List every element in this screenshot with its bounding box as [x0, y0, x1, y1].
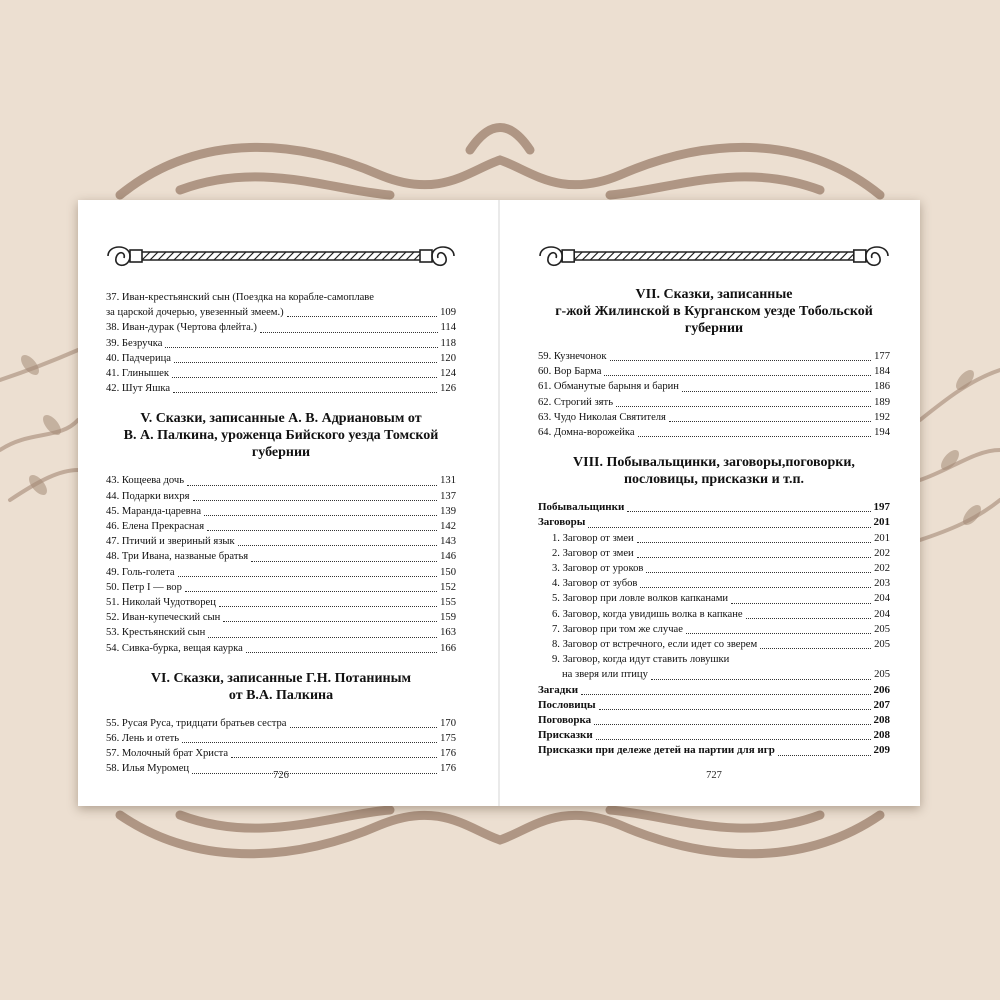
- rope-ornament-icon: [538, 240, 890, 272]
- toc-entry-title: 39. Безручка: [106, 337, 163, 349]
- toc-entry-title: 56. Лень и отеть: [106, 733, 180, 745]
- right-page: [538, 200, 890, 806]
- toc-entry-title: 46. Елена Прекрасная: [106, 521, 205, 533]
- toc-page-number: 126: [440, 383, 456, 395]
- heading-line: В. А. Палкина, уроженца Бийского уезда Томской: [123, 428, 439, 444]
- toc-entry-title: 57. Молочный брат Христа: [106, 748, 229, 760]
- toc-entry-49[interactable]: [106, 565, 456, 580]
- toc-entry-43[interactable]: [106, 473, 456, 488]
- toc-page-number: 163: [440, 627, 456, 639]
- toc-page-number: 202: [874, 563, 890, 575]
- toc-page-number: 186: [874, 381, 890, 393]
- toc-page-number: 176: [440, 748, 456, 760]
- toc-entry-title: 42. Шут Яшка: [106, 383, 171, 395]
- toc-page-number: 120: [440, 352, 456, 364]
- toc-subentry-1[interactable]: [538, 531, 890, 546]
- toc-entry-60[interactable]: [538, 364, 890, 379]
- toc-entry-title-cont: за царской дочерью, увезенный змеем.): [106, 307, 284, 319]
- toc-entry-zagovory[interactable]: [538, 515, 890, 530]
- toc-entry-title: Поговорка: [538, 714, 592, 727]
- toc-entry-title: 41. Глинышек: [106, 368, 169, 380]
- toc-entry-title: 1. Заговор от змеи: [552, 532, 634, 544]
- toc-entry-48[interactable]: [106, 549, 456, 564]
- toc-subentry-2[interactable]: [538, 546, 890, 561]
- toc-page-number: 202: [874, 547, 890, 559]
- section-heading-viii: [538, 454, 890, 488]
- toc-page-number: 155: [440, 597, 456, 609]
- toc-page-number: 159: [440, 612, 456, 624]
- heading-line: г-жой Жилинской в Курганском уезде Тобольской: [555, 304, 873, 319]
- toc-entry-47[interactable]: [106, 534, 456, 549]
- toc-entry-41[interactable]: [106, 366, 456, 381]
- toc-entry-title: 43. Кощеева дочь: [106, 475, 185, 487]
- toc-entry-54[interactable]: [106, 641, 456, 656]
- toc-page-number: 146: [440, 551, 456, 563]
- right-toc: [538, 286, 890, 759]
- page-number: 727: [706, 770, 722, 781]
- toc-entry-title: Заговоры: [538, 516, 586, 529]
- toc-entry-title: 8. Заговор от встречного, если идет со зверем: [552, 639, 758, 651]
- toc-page-number: 118: [440, 337, 456, 349]
- heading-line: пословицы, присказки и т.п.: [623, 472, 805, 488]
- toc-page-number: 114: [440, 322, 456, 334]
- heading-line: VII. Сказки, записанные: [635, 287, 793, 302]
- toc-subentry-3[interactable]: [538, 561, 890, 576]
- toc-entry-title: 60. Вор Барма: [538, 366, 602, 378]
- toc-entry-title: 7. Заговор при том же случае: [552, 623, 683, 635]
- toc-entry-title: 37. Иван-крестьянский сын (Поездка на корабле-самоплаве: [106, 292, 374, 303]
- toc-entry-62[interactable]: [538, 395, 890, 410]
- toc-page-number: 204: [874, 608, 890, 620]
- toc-entry-title: 52. Иван-купеческий сын: [106, 612, 221, 624]
- left-page: [106, 200, 456, 806]
- toc-entry-title: 3. Заговор от уроков: [552, 563, 644, 575]
- heading-line: V. Сказки, записанные А. В. Адриановым от: [140, 411, 422, 427]
- toc-entry-pobyvalshchinki[interactable]: [538, 500, 890, 515]
- toc-entry-title: 63. Чудо Николая Святителя: [538, 411, 666, 423]
- heading-line: от В.А. Палкина: [228, 687, 334, 703]
- toc-entry-title: Присказки при дележе детей на партии для игр: [538, 744, 775, 757]
- toc-entry-title: 5. Заговор при ловле волков капканами: [552, 593, 729, 605]
- toc-page-number: 207: [873, 698, 890, 711]
- toc-entry-40[interactable]: [106, 351, 456, 366]
- toc-page-number: 137: [440, 490, 456, 502]
- toc-entry-45[interactable]: [106, 504, 456, 519]
- book-spine: [498, 200, 500, 806]
- toc-subentry-6[interactable]: [538, 607, 890, 622]
- open-book: [78, 200, 920, 806]
- toc-entry-poslovitsy[interactable]: [538, 698, 890, 713]
- toc-entry-63[interactable]: [538, 410, 890, 425]
- toc-entry-title-cont: на зверя или птицу: [562, 669, 648, 681]
- toc-entry-39[interactable]: [106, 336, 456, 351]
- toc-entry-prisk-deleg[interactable]: [538, 743, 890, 758]
- toc-subentry-5[interactable]: [538, 591, 890, 606]
- toc-entry-title: 40. Падчерица: [106, 352, 172, 364]
- heading-line: губернии: [684, 321, 744, 336]
- toc-page-number: 205: [874, 623, 890, 635]
- toc-page-number: 189: [874, 396, 890, 408]
- toc-entry-57[interactable]: [106, 746, 456, 761]
- toc-entry-53[interactable]: [106, 625, 456, 640]
- toc-entry-52[interactable]: [106, 610, 456, 625]
- toc-page-number: 131: [440, 475, 456, 487]
- toc-entry-title: Загадки: [538, 683, 579, 696]
- toc-page-number: 184: [874, 366, 890, 378]
- toc-page-number: 206: [873, 683, 890, 696]
- heading-line: VI. Сказки, записанные Г.Н. Потаниным: [150, 670, 412, 686]
- toc-page-number: 170: [440, 717, 456, 729]
- toc-entry-55[interactable]: [106, 716, 456, 731]
- toc-entry-61[interactable]: [538, 379, 890, 394]
- toc-entry-title: Пословицы: [538, 698, 596, 711]
- toc-page-number: 208: [873, 714, 890, 727]
- page-number: 726: [273, 770, 289, 781]
- toc-entry-title: 62. Строгий зять: [538, 396, 614, 408]
- toc-page-number: 204: [874, 593, 890, 605]
- toc-page-number: 142: [440, 521, 456, 533]
- toc-entry-prisk[interactable]: [538, 728, 890, 743]
- toc-entry-59[interactable]: [538, 349, 890, 364]
- toc-entry-37[interactable]: [106, 290, 456, 320]
- toc-page-number: 201: [874, 532, 890, 544]
- toc-entry-title: 54. Сивка-бурка, вещая каурка: [106, 642, 243, 654]
- toc-entry-title: 53. Крестьянский сын: [106, 627, 206, 639]
- section-heading-vii: [538, 286, 890, 337]
- toc-entry-zagadki[interactable]: [538, 683, 890, 698]
- toc-page-number: 150: [440, 566, 456, 578]
- section-heading-v: [106, 410, 456, 461]
- heading-line: губернии: [251, 445, 311, 461]
- toc-entry-title: 55. Русая Руса, тридцати братьев сестра: [106, 717, 287, 729]
- toc-page-number: 205: [874, 639, 890, 651]
- toc-entry-title: 64. Домна-ворожейка: [538, 427, 635, 439]
- toc-subentry-9[interactable]: [538, 652, 890, 682]
- toc-entry-44[interactable]: [106, 489, 456, 504]
- rope-ornament-icon: [106, 240, 456, 272]
- toc-entry-title: Побывальщинки: [538, 501, 625, 514]
- section-heading-vi: [106, 670, 456, 704]
- toc-entry-title: 49. Голь-голета: [106, 566, 175, 578]
- toc-page-number: 208: [873, 729, 890, 742]
- toc-entry-title: Присказки: [538, 729, 593, 742]
- toc-entry-title: 47. Птичий и звериный язык: [106, 536, 235, 548]
- toc-entry-title: 45. Маранда-царевна: [106, 505, 202, 517]
- toc-subentry-4[interactable]: [538, 576, 890, 591]
- toc-entry-title: 44. Подарки вихря: [106, 490, 190, 502]
- toc-entry-46[interactable]: [106, 519, 456, 534]
- toc-page-number: 176: [440, 763, 456, 775]
- toc-entry-title: 58. Илья Муромец: [106, 763, 190, 775]
- toc-entry-42[interactable]: [106, 381, 456, 396]
- toc-page-number: 152: [440, 581, 456, 593]
- toc-entry-56[interactable]: [106, 731, 456, 746]
- toc-page-number: 166: [440, 642, 456, 654]
- toc-entry-title: 50. Петр I — вор: [106, 581, 182, 593]
- toc-entry-title: 61. Обманутые барыня и барин: [538, 381, 679, 393]
- toc-entry-title: 9. Заговор, когда идут ставить ловушки: [552, 654, 730, 666]
- toc-page-number: 197: [873, 501, 890, 514]
- toc-page-number: 143: [440, 536, 456, 548]
- toc-subentry-7[interactable]: [538, 622, 890, 637]
- toc-entry-title: 4. Заговор от зубов: [552, 578, 638, 590]
- toc-entry-51[interactable]: [106, 595, 456, 610]
- toc-entry-title: 59. Кузнечонок: [538, 351, 607, 362]
- toc-entry-title: 48. Три Ивана, названые братья: [106, 551, 249, 563]
- toc-page-number: 192: [874, 411, 890, 423]
- toc-subentry-8[interactable]: [538, 637, 890, 652]
- toc-entry-title: 51. Николай Чудотворец: [106, 597, 216, 609]
- toc-entry-title: 2. Заговор от змеи: [552, 547, 634, 559]
- toc-page-number: 205: [874, 669, 890, 681]
- toc-entry-50[interactable]: [106, 580, 456, 595]
- toc-page-number: 209: [873, 744, 890, 757]
- toc-entry-64[interactable]: [538, 425, 890, 440]
- toc-page-number: 109: [440, 307, 456, 319]
- heading-line: VIII. Побывальщинки, заговоры,поговорки,: [573, 455, 855, 471]
- toc-entry-pogovorka[interactable]: [538, 713, 890, 728]
- toc-page-number: 175: [440, 733, 456, 745]
- toc-page-number: 124: [440, 368, 456, 380]
- toc-entry-title: 6. Заговор, когда увидишь волка в капкане: [552, 608, 743, 620]
- toc-page-number: 139: [440, 505, 456, 517]
- toc-page-number: 177: [874, 351, 890, 362]
- left-toc: [106, 290, 456, 777]
- toc-entry-38[interactable]: [106, 320, 456, 335]
- toc-entry-title: 38. Иван-дурак (Чертова флейта.): [106, 322, 257, 334]
- toc-page-number: 194: [874, 427, 890, 439]
- toc-page-number: 203: [874, 578, 890, 590]
- toc-page-number: 201: [873, 516, 890, 529]
